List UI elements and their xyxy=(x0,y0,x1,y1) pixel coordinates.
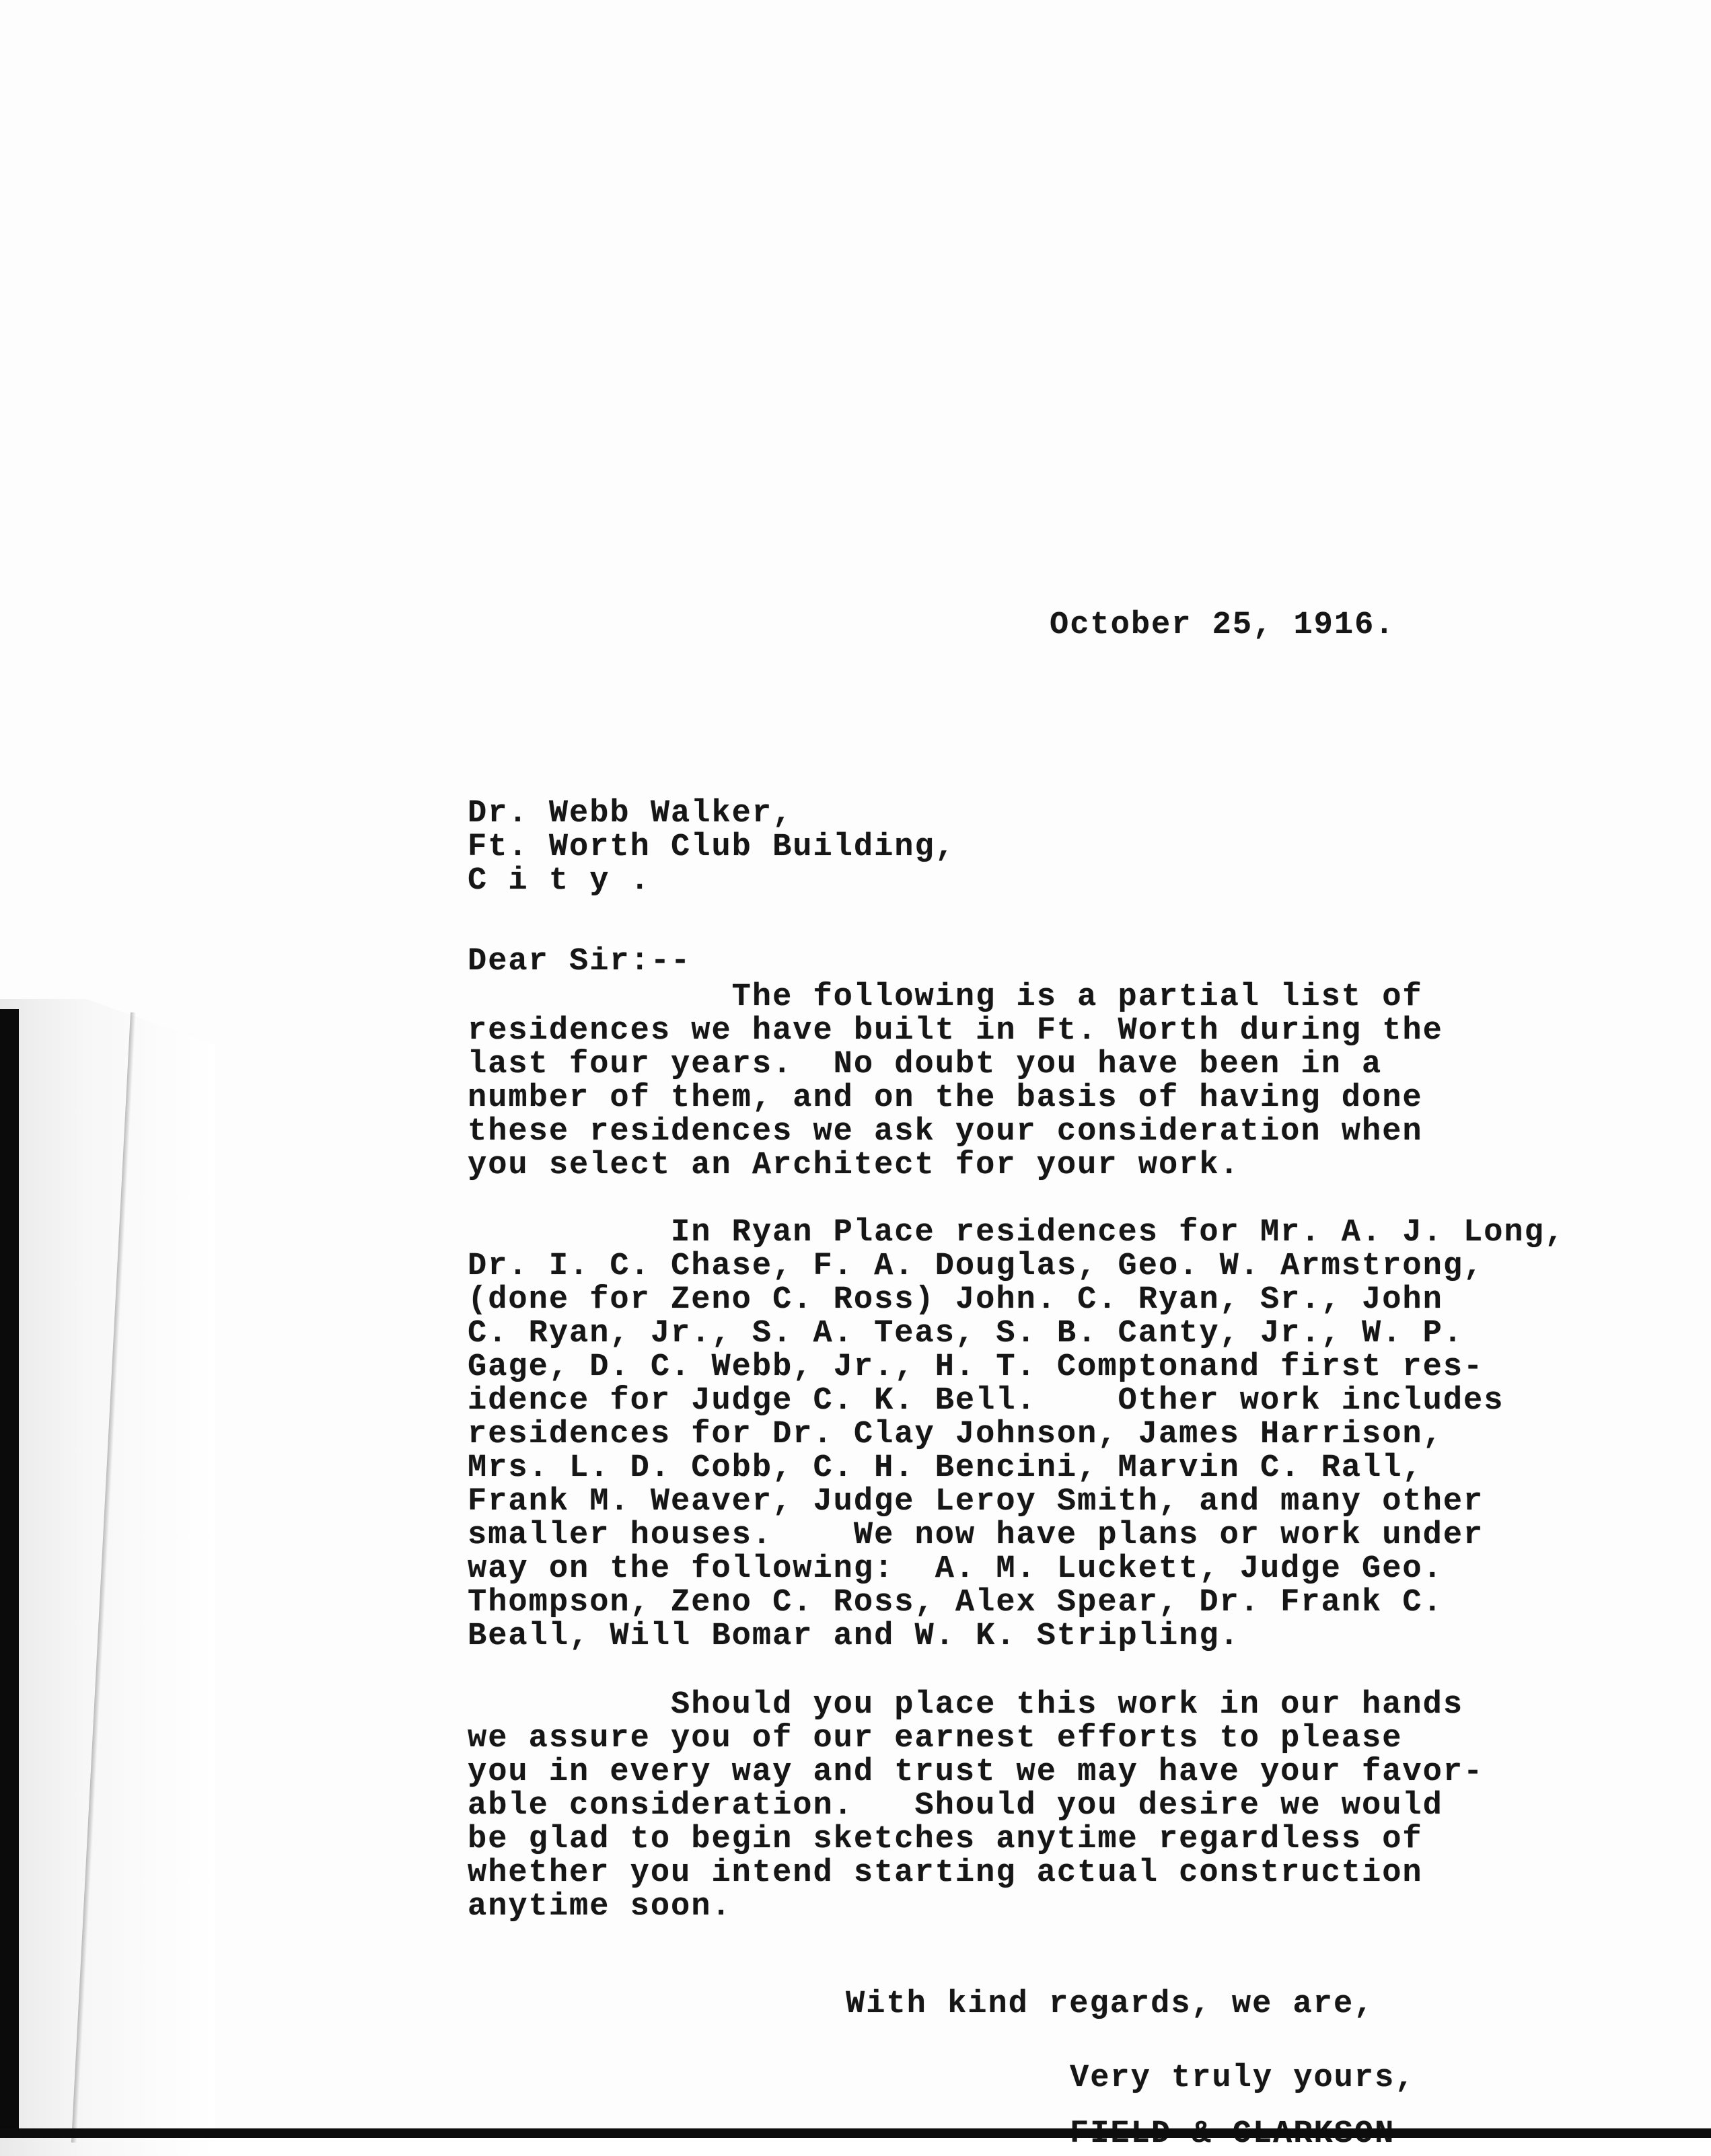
paragraph-line: residences for Dr. Clay Johnson, James Harrison, xyxy=(468,1417,1443,1452)
paragraph-line: whether you intend starting actual construction xyxy=(468,1855,1423,1891)
paragraph-line: smaller houses. We now have plans or work under xyxy=(468,1518,1484,1553)
closing-line: With kind regards, we are, xyxy=(643,1986,1375,2022)
body-paragraph-2 xyxy=(468,1216,1565,1653)
paragraph-line: anytime soon. xyxy=(468,1889,732,1925)
paragraph-line: Dr. I. C. Chase, F. A. Douglas, Geo. W. Armstrong, xyxy=(468,1249,1484,1284)
paragraph-line: C. Ryan, Jr., S. A. Teas, S. B. Canty, Jr., W. P. xyxy=(468,1316,1464,1351)
salutation: Dear Sir:-- xyxy=(468,944,692,979)
addressee-block xyxy=(468,797,955,898)
paragraph-line: we assure you of our earnest efforts to please xyxy=(468,1721,1403,1756)
paragraph-line: Beall, Will Bomar and W. K. Stripling. xyxy=(468,1619,1240,1654)
valediction: Very truly yours, xyxy=(1070,2060,1416,2096)
paragraph-line: these residences we ask your consideration when xyxy=(468,1114,1423,1150)
body-paragraph-3 xyxy=(468,1688,1484,1924)
paragraph-line: be glad to begin sketches anytime regardless of xyxy=(468,1822,1423,1857)
paragraph-line: Mrs. L. D. Cobb, C. H. Bencini, Marvin C. Rall, xyxy=(468,1450,1423,1486)
paragraph-line: way on the following: A. M. Luckett, Judge Geo. xyxy=(468,1551,1443,1587)
letter-date: October 25, 1916. xyxy=(1050,607,1395,643)
paragraph-line: number of them, and on the basis of having done xyxy=(468,1080,1423,1116)
paragraph-line: The following is a partial list of xyxy=(468,979,1423,1015)
addressee-building: Ft. Worth Club Building, xyxy=(468,829,955,865)
addressee-name: Dr. Webb Walker, xyxy=(468,796,793,831)
paragraph-line: Should you place this work in our hands xyxy=(468,1687,1464,1723)
body-paragraph-1 xyxy=(468,981,1443,1183)
paragraph-line: you in every way and trust we may have your favor- xyxy=(468,1754,1484,1790)
paragraph-line: In Ryan Place residences for Mr. A. J. Long, xyxy=(468,1215,1566,1251)
underlying-paper-sheet xyxy=(0,999,215,2156)
paragraph-line: able consideration. Should you desire we would xyxy=(468,1788,1443,1824)
paragraph-line: last four years. No doubt you have been in a xyxy=(468,1047,1383,1082)
paragraph-line: (done for Zeno C. Ross) John. C. Ryan, Sr., John xyxy=(468,1282,1443,1318)
scanner-edge xyxy=(0,1009,19,2138)
paragraph-line: residences we have built in Ft. Worth during the xyxy=(468,1013,1443,1049)
paragraph-line: Gage, D. C. Webb, Jr., H. T. Comptonand first res- xyxy=(468,1349,1484,1385)
addressee-city: C i t y . xyxy=(468,863,651,899)
scan-bottom-edge xyxy=(0,2128,1711,2138)
paragraph-line: Frank M. Weaver, Judge Leroy Smith, and many other xyxy=(468,1484,1484,1520)
paragraph-line: Thompson, Zeno C. Ross, Alex Spear, Dr. Frank C. xyxy=(468,1585,1443,1621)
paragraph-line: you select an Architect for your work. xyxy=(468,1148,1240,1183)
paragraph-line: idence for Judge C. K. Bell. Other work includes xyxy=(468,1383,1504,1419)
